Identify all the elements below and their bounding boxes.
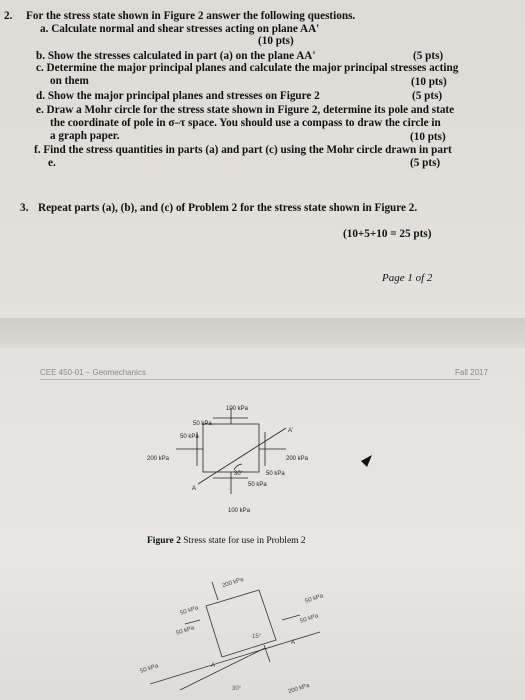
problem2-a-pts: (10 pts)	[258, 35, 294, 47]
problem2-b-pts: (5 pts)	[413, 50, 444, 62]
fig2-plane-a2: A	[291, 640, 296, 646]
problem2-f-pts: (5 pts)	[410, 157, 441, 169]
problem2-e-pts: (10 pts)	[410, 131, 446, 143]
fig1-shear-right-label: 50 kPa	[266, 471, 285, 477]
fig2-arrow-top	[212, 582, 218, 600]
figure-caption-text: Stress state for use in Problem 2	[180, 536, 306, 546]
course-header: CEE 450-01 – Geomechanics	[40, 368, 146, 377]
fig1-plane-aa-line	[198, 428, 286, 484]
problem3-number: 3.	[20, 202, 29, 214]
page-footer: Page 1 of 2	[382, 272, 433, 284]
fig2-top-label: 200 kPa	[221, 576, 245, 590]
problem2-b: b. Show the stresses calculated in part (a) on the plane AA'	[36, 50, 316, 62]
problem2-e-line3: a graph paper.	[50, 130, 120, 142]
fig2-shear4-label: 50 kPa	[304, 593, 325, 605]
fig1-angle-arc	[234, 464, 242, 470]
problem2-e-line2: the coordinate of pole in σ–τ space. You should use a compass to draw the circle in	[50, 117, 441, 129]
fig2-arrow-right	[282, 615, 300, 620]
fig2-angle2-label: 30°	[232, 686, 242, 692]
problem2-e-line1: e. Draw a Mohr circle for the stress state shown in Figure 2, determine its pole and state	[36, 104, 455, 116]
fig1-shear-bottom-label: 50 kPa	[248, 482, 267, 488]
problem2-number: 2.	[4, 10, 13, 22]
figure-1-stress-element	[176, 408, 286, 494]
problem2-d: d. Show the major principal planes and stresses on Figure 2	[36, 90, 320, 102]
fig2-bottom-label: 200 kPa	[287, 682, 311, 696]
problem2-c-line2: on them	[50, 75, 89, 87]
problem2-a: a. Calculate normal and shear stresses acting on plane AA'	[40, 23, 320, 35]
fig2-shear3-label: 50 kPa	[139, 663, 160, 675]
fig1-plane-a-prime: A'	[288, 428, 294, 434]
fig2-element-square	[206, 590, 276, 657]
problem2-f-line1: f. Find the stress quantities in parts (a) and part (c) using the Mohr circle drawn in part	[34, 144, 452, 156]
problem3-text: Repeat parts (a), (b), and (c) of Problem 2 for the stress state shown in Figure 2.	[38, 202, 418, 214]
problem2-c-pts: (10 pts)	[411, 76, 447, 88]
fig1-plane-a: A	[192, 486, 197, 492]
problem2-d-pts: (5 pts)	[412, 90, 443, 102]
fig1-bottom-label: 100 kPa	[228, 508, 251, 514]
fig2-shear5-label: 50 kPa	[299, 613, 320, 625]
fig2-plane-line-2	[180, 648, 265, 690]
fig2-plane-a: A	[211, 663, 216, 669]
term-header: Fall 2017	[455, 368, 488, 377]
figure-2-rotated-element	[150, 582, 320, 690]
fig2-plane-line	[150, 632, 320, 684]
fig2-arrow-left	[185, 620, 200, 624]
fig2-shear1-label: 50 kPa	[179, 605, 200, 617]
problem2-f-line2: e.	[48, 157, 56, 169]
fig1-element-square	[203, 424, 259, 472]
fig2-shear2-label: 50 kPa	[175, 625, 196, 637]
problem3-pts: (10+5+10 = 25 pts)	[343, 228, 432, 240]
fig1-shear-top-label: 50 kPa	[193, 421, 212, 427]
problem2-c-line1: c. Determine the major principal planes and calculate the major principal stresses acting	[36, 62, 459, 74]
fig1-top-label: 100 kPa	[226, 406, 249, 412]
problem2-intro: For the stress state shown in Figure 2 answer the following questions.	[26, 10, 356, 22]
figure-caption-bold: Figure 2	[147, 536, 181, 546]
fig1-angle-label: 30°	[234, 471, 244, 477]
mouse-cursor-icon	[361, 455, 372, 467]
fig1-right-label: 200 kPa	[286, 456, 309, 462]
fig1-left-label: 200 kPa	[147, 456, 170, 462]
fig2-angle-label: 15°	[252, 634, 262, 640]
fig1-shear-left-label: 50 kPa	[180, 434, 199, 440]
